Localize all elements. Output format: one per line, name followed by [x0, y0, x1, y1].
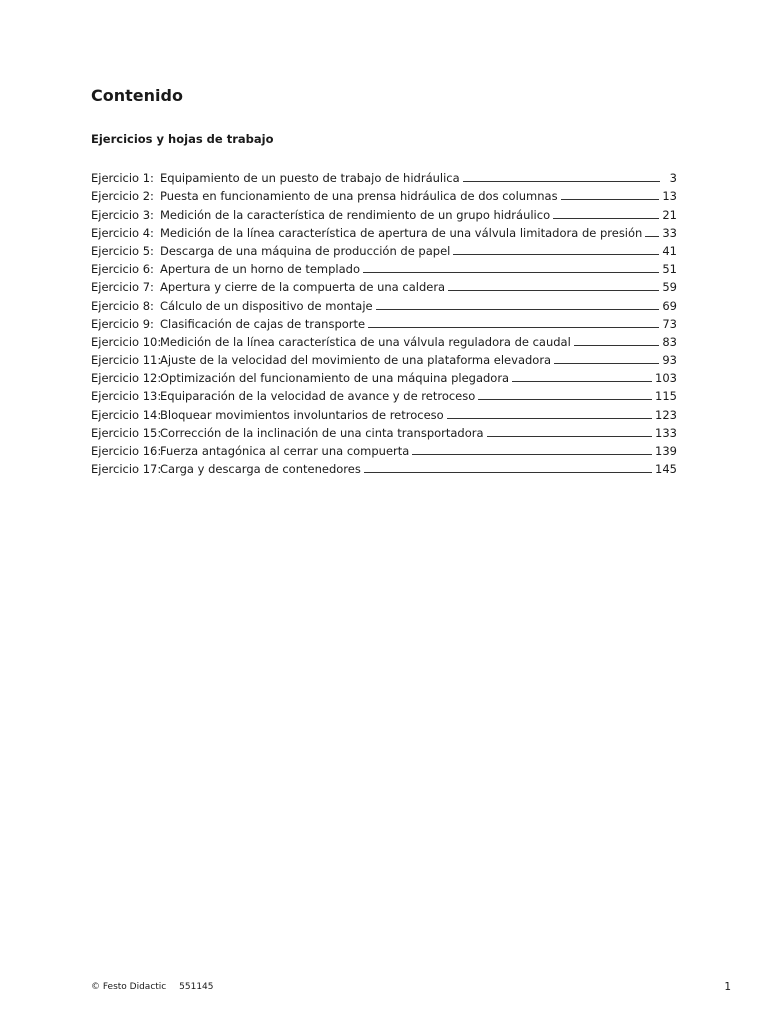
toc-entry-label: Ejercicio 3: — [91, 207, 154, 222]
toc-entry-title: Carga y descarga de contenedores — [160, 462, 361, 477]
toc-entry-label: Ejercicio 10: — [91, 334, 162, 349]
toc-entry[interactable] — [91, 313, 677, 331]
toc-entry[interactable] — [91, 258, 677, 276]
toc-entry-title: Optimización del funcionamiento de una máquina plegadora — [160, 371, 510, 386]
toc-entry-page: 145 — [655, 462, 677, 477]
toc-entry-title: Clasificación de cajas de transporte — [160, 316, 366, 331]
toc-entry-leader — [363, 272, 659, 273]
toc-entry-page: 59 — [662, 280, 677, 295]
toc-entry-leader — [448, 290, 659, 291]
toc-entry[interactable] — [91, 440, 677, 458]
toc-entry-leader — [554, 363, 659, 364]
toc-entry-page: 133 — [655, 425, 677, 440]
toc-entry[interactable] — [91, 422, 677, 440]
section-heading: Ejercicios y hojas de trabajo — [91, 132, 274, 146]
toc-entry-label: Ejercicio 13: — [91, 389, 162, 404]
toc-entry[interactable] — [91, 167, 677, 185]
toc-entry-page: 93 — [662, 353, 677, 368]
toc-entry-leader — [376, 309, 660, 310]
toc-entry-page: 139 — [655, 444, 677, 458]
toc-entry[interactable] — [91, 349, 677, 367]
toc-entry-title: Apertura de un horno de templado — [160, 262, 360, 277]
toc-entry-leader — [447, 418, 652, 419]
toc-entry-page: 41 — [662, 243, 677, 258]
toc-entry-label: Ejercicio 11: — [91, 353, 162, 368]
page-number: 1 — [724, 981, 731, 993]
toc-entry-page: 13 — [662, 189, 677, 204]
toc-entry-label: Ejercicio 5: — [91, 243, 154, 258]
toc-entry-label: Ejercicio 6: — [91, 262, 154, 277]
toc-entry[interactable] — [91, 222, 677, 240]
toc-entry[interactable] — [91, 185, 677, 203]
toc-entry-leader — [364, 472, 652, 473]
toc-entry-label: Ejercicio 2: — [91, 189, 154, 204]
toc-entry[interactable] — [91, 331, 677, 349]
toc-entry-leader — [561, 199, 660, 200]
toc-entry-page: 21 — [662, 207, 677, 222]
toc-entry-label: Ejercicio 1: — [91, 171, 154, 186]
toc-entry-page: 123 — [655, 407, 677, 422]
toc-entry-label: Ejercicio 9: — [91, 316, 154, 331]
toc-entry-page: 3 — [669, 171, 677, 186]
toc-entry-page: 83 — [662, 334, 677, 349]
toc-entry-title: Fuerza antagónica al cerrar una compuerta — [160, 444, 410, 458]
page-title: Contenido — [91, 86, 183, 105]
toc-entry[interactable] — [91, 385, 677, 403]
toc-entry[interactable] — [91, 458, 677, 476]
toc-entry-title: Equipamiento de un puesto de trabajo de hidráulica — [160, 171, 460, 186]
toc-entry-page: 73 — [662, 316, 677, 331]
footer — [91, 982, 214, 992]
toc-entry[interactable] — [91, 276, 677, 294]
toc-entry-title: Descarga de una máquina de producción de papel — [160, 243, 451, 258]
toc-entry-label: Ejercicio 15: — [91, 425, 162, 440]
toc-entry-title: Medición de la línea característica de una válvula reguladora de caudal — [160, 334, 571, 349]
toc-entry-page: 33 — [662, 225, 677, 240]
toc-entry[interactable] — [91, 294, 677, 312]
toc-entry-title: Puesta en funcionamiento de una prensa hidráulica de dos columnas — [160, 189, 558, 204]
toc-entry-title: Apertura y cierre de la compuerta de una caldera — [160, 280, 446, 295]
toc-entry[interactable] — [91, 240, 677, 258]
toc-entry-leader — [553, 218, 659, 219]
toc-entry-leader — [512, 381, 652, 382]
footer-copyright: © Festo Didactic — [91, 982, 167, 992]
toc-entry-label: Ejercicio 7: — [91, 280, 154, 295]
toc-entry-page: 115 — [655, 389, 677, 404]
toc-entry-label: Ejercicio 14: — [91, 407, 162, 422]
toc-entry-page: 103 — [655, 371, 677, 386]
toc-entry-label: Ejercicio 17: — [91, 462, 162, 477]
toc-entry-leader — [453, 254, 659, 255]
toc-entry-label: Ejercicio 16: — [91, 444, 162, 458]
toc-entry[interactable] — [91, 403, 677, 421]
toc-entry-leader — [368, 327, 659, 328]
toc-entry-leader — [574, 345, 660, 346]
toc-entry[interactable] — [91, 367, 677, 385]
toc-entry-leader — [645, 236, 659, 237]
toc-entry[interactable] — [91, 203, 677, 221]
toc-entry-label: Ejercicio 8: — [91, 298, 154, 313]
toc-entry-title: Corrección de la inclinación de una cinta transportadora — [160, 425, 484, 440]
toc-entry-title: Ajuste de la velocidad del movimiento de una plataforma elevadora — [160, 353, 552, 368]
toc-entry-title: Equiparación de la velocidad de avance y de retroceso — [160, 389, 476, 404]
toc-entry-title: Medición de la línea característica de apertura de una válvula limitadora de presión — [160, 225, 643, 240]
toc-entry-page: 69 — [662, 298, 677, 313]
table-of-contents — [91, 167, 677, 476]
toc-entry-leader — [463, 181, 660, 182]
toc-entry-label: Ejercicio 4: — [91, 225, 154, 240]
toc-entry-title: Bloquear movimientos involuntarios de retroceso — [160, 407, 444, 422]
toc-entry-leader — [487, 436, 653, 437]
footer-code: 551145 — [179, 982, 214, 992]
toc-entry-page: 51 — [662, 262, 677, 277]
toc-entry-title: Medición de la característica de rendimiento de un grupo hidráulico — [160, 207, 551, 222]
toc-entry-title: Cálculo de un dispositivo de montaje — [160, 298, 373, 313]
toc-entry-leader — [412, 454, 652, 455]
toc-entry-leader — [478, 399, 652, 400]
toc-entry-label: Ejercicio 12: — [91, 371, 162, 386]
